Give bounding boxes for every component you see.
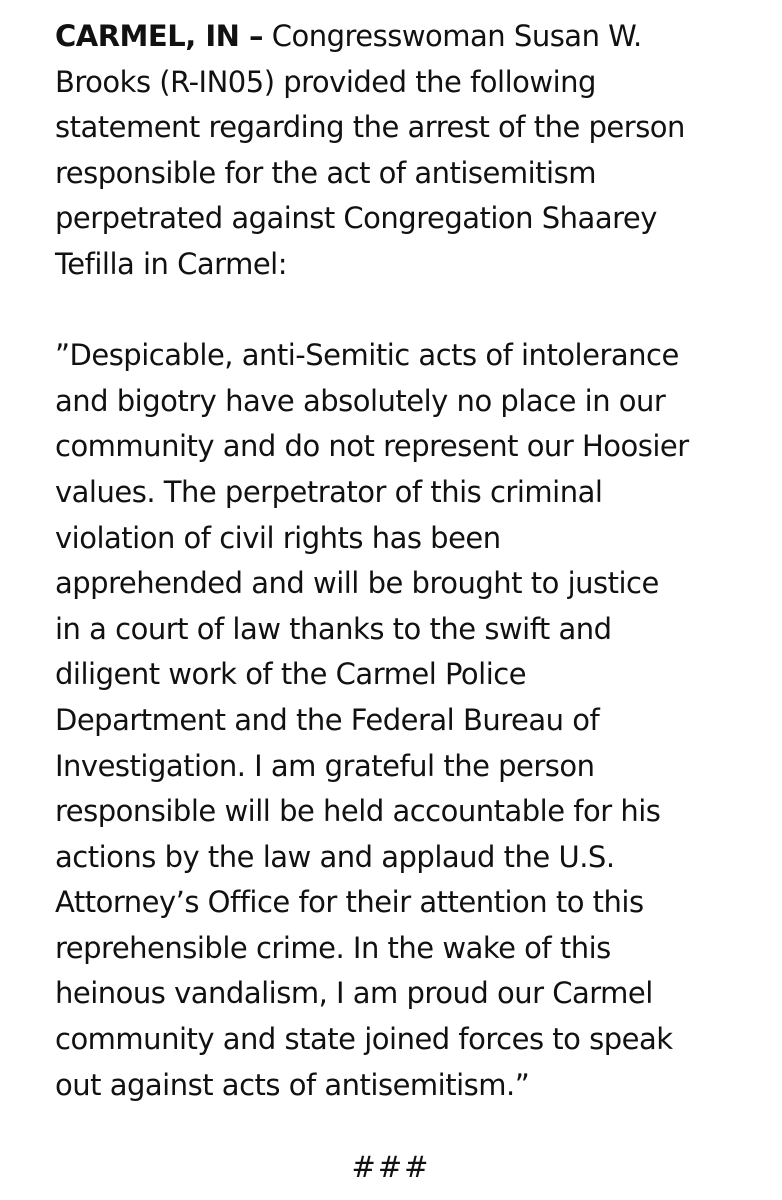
press-release [55,14,755,1108]
intro-line-text: Congresswoman Susan W. [262,19,642,53]
intro-line: Brooks (R-IN05) provided the following [55,64,596,99]
quote-line: violation of civil rights has been [55,520,501,555]
intro-paragraph [55,14,755,288]
quote-line: reprehensible crime. In the wake of this [55,930,611,965]
intro-line: statement regarding the arrest of the person [55,110,685,145]
quote-line: out against acts of antisemitism.” [55,1067,530,1102]
paragraph-gap [55,288,755,334]
quote-line: community and state joined forces to speak [55,1022,673,1057]
dateline: CARMEL, IN – [55,19,263,53]
quote-line: values. The perpetrator of this criminal [55,474,603,509]
quote-line: community and do not represent our Hoosier [55,429,689,464]
quote-line: responsible will be held accountable for his [55,794,661,829]
quote-line: Attorney’s Office for their attention to this [55,885,644,920]
quote-paragraph [55,333,755,1108]
quote-line: heinous vandalism, I am proud our Carmel [55,976,653,1011]
intro-line [55,14,755,60]
quote-line: Investigation. I am grateful the person [55,748,595,783]
quote-line: ”Despicable, anti-Semitic acts of intolerance [55,338,679,373]
intro-line: responsible for the act of antisemitism [55,155,596,190]
quote-line: Department and the Federal Bureau of [55,702,600,737]
intro-line: Tefilla in Carmel: [55,246,288,281]
quote-line: and bigotry have absolutely no place in our [55,383,666,418]
quote-line: actions by the law and applaud the U.S. [55,839,615,874]
quote-line: apprehended and will be brought to justice [55,566,659,601]
intro-line: perpetrated against Congregation Shaarey [55,201,657,236]
end-mark: ### [351,1150,431,1184]
quote-line: in a court of law thanks to the swift and [55,611,612,646]
quote-line: diligent work of the Carmel Police [55,657,527,692]
